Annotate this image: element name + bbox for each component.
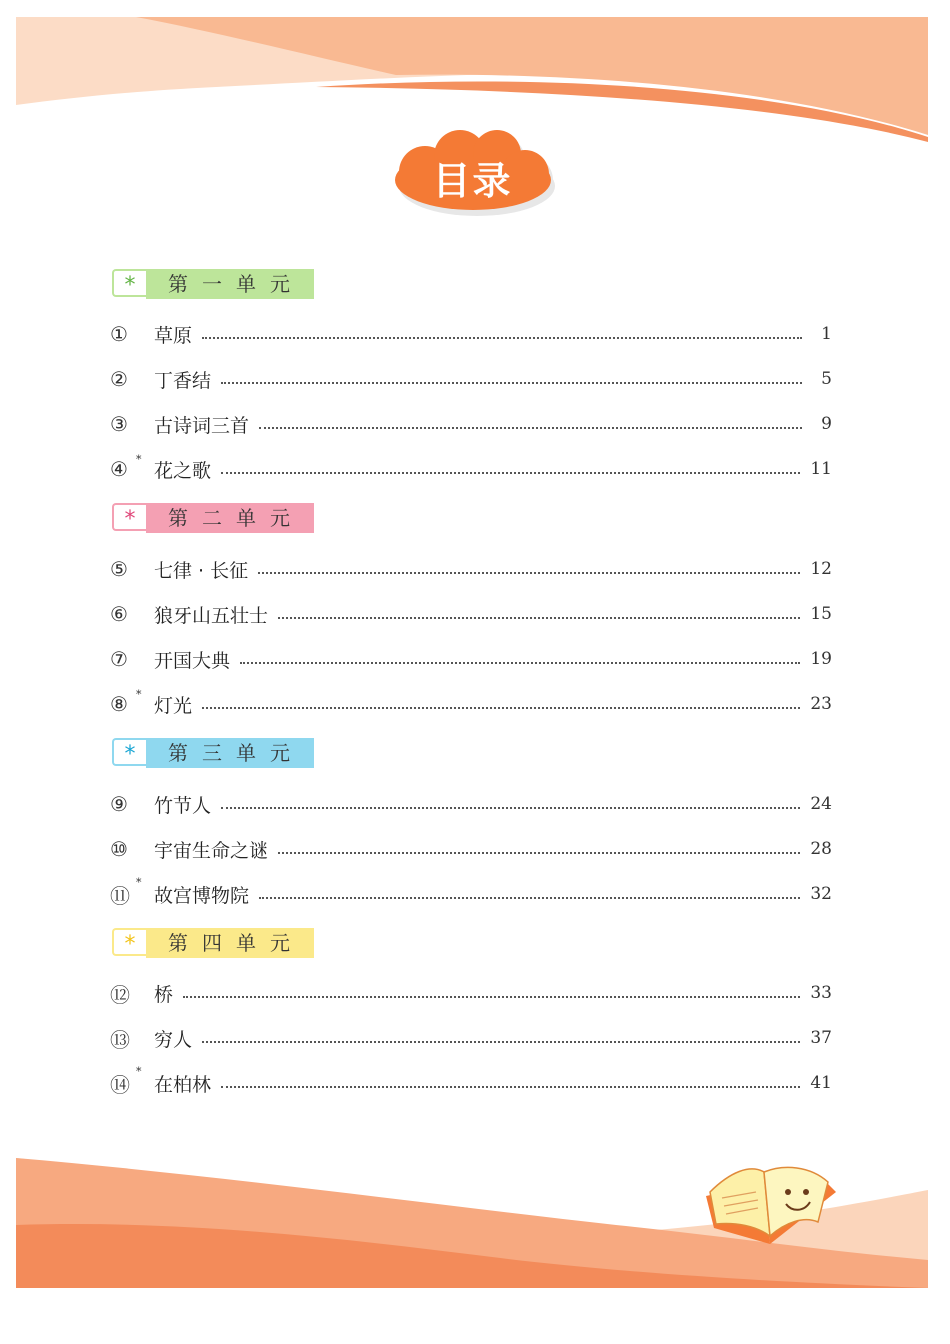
dot-leader (202, 707, 800, 709)
lesson-title: 桥 (154, 983, 174, 1006)
lesson-title: 竹节人 (154, 794, 212, 817)
lesson-number: ⑦ (110, 647, 128, 671)
lesson-number: ⑪ * (110, 875, 142, 908)
lesson-title: 开国大典 (154, 649, 231, 672)
lesson-number: ④ * (110, 453, 142, 481)
lesson-title: 七律 · 长征 (154, 559, 249, 582)
lesson-title: 古诗词三首 (154, 414, 250, 437)
page-number: 11 (810, 459, 832, 479)
lesson-number: ② (110, 367, 128, 391)
toc-row[interactable] (110, 978, 832, 1008)
lesson-title: 宇宙生命之谜 (154, 839, 269, 862)
lesson-number: ① (110, 322, 128, 346)
toc-row[interactable] (110, 834, 832, 864)
page-number: 41 (810, 1073, 832, 1093)
unit-title: 第一单元 (168, 272, 304, 296)
page-number: 15 (810, 604, 832, 624)
dot-leader (221, 472, 800, 474)
optional-mark: * (136, 1064, 142, 1078)
dot-leader (221, 807, 800, 809)
page-number: 28 (810, 839, 832, 859)
optional-mark: * (136, 453, 142, 466)
dot-leader (259, 897, 800, 899)
lesson-number: ③ (110, 412, 128, 436)
lesson-number: ⑥ (110, 602, 128, 626)
unit-title: 第二单元 (168, 506, 304, 530)
page-title: 目录 (432, 159, 513, 203)
dot-leader (221, 1086, 800, 1088)
toc-row[interactable] (110, 554, 832, 584)
page-number: 12 (810, 559, 832, 579)
dot-leader (259, 427, 802, 429)
unit-title: 第四单元 (168, 931, 304, 955)
toc-row[interactable] (110, 1064, 832, 1098)
lesson-number: ⑩ (110, 837, 128, 861)
dot-leader (183, 996, 800, 998)
toc-row[interactable] (110, 409, 832, 439)
unit-header-1 (112, 269, 314, 299)
dot-leader (202, 337, 802, 339)
page-number: 24 (810, 794, 832, 814)
dot-leader (240, 662, 800, 664)
lesson-title: 穷人 (154, 1028, 193, 1051)
page-number: 5 (821, 369, 832, 389)
unit-header-2 (112, 503, 314, 533)
dot-leader (278, 852, 800, 854)
page-number: 1 (821, 324, 832, 344)
toc-row[interactable] (110, 364, 832, 394)
asterisk-icon: * (112, 503, 146, 531)
page-number: 32 (810, 884, 832, 904)
open-book-icon (700, 1152, 842, 1252)
lesson-number: ⑫ (110, 982, 130, 1007)
page-number: 9 (821, 414, 832, 434)
toc-row[interactable] (110, 644, 832, 674)
asterisk-icon: * (112, 928, 146, 956)
page-number: 19 (810, 649, 832, 669)
unit-title: 第三单元 (168, 741, 304, 765)
page-number: 23 (810, 694, 832, 714)
optional-mark: * (136, 688, 142, 701)
lesson-number: ⑨ (110, 792, 128, 816)
lesson-title: 故宫博物院 (154, 884, 250, 907)
lesson-title: 丁香结 (154, 369, 212, 392)
asterisk-icon: * (112, 738, 146, 766)
dot-leader (221, 382, 802, 384)
toc-row[interactable] (110, 454, 832, 484)
page-number: 37 (810, 1028, 832, 1048)
lesson-title: 灯光 (154, 694, 193, 717)
toc-row[interactable] (110, 1023, 832, 1053)
toc-row[interactable] (110, 875, 832, 909)
lesson-title: 狼牙山五壮士 (154, 604, 269, 627)
lesson-title: 花之歌 (154, 459, 212, 482)
toc-row[interactable] (110, 689, 832, 719)
lesson-number: ⑬ (110, 1027, 130, 1052)
toc-row[interactable] (110, 789, 832, 819)
toc-row[interactable] (110, 599, 832, 629)
optional-mark: * (136, 875, 142, 889)
dot-leader (258, 572, 800, 574)
top-banner-decoration (16, 17, 928, 142)
unit-header-3 (112, 738, 314, 768)
dot-leader (202, 1041, 800, 1043)
unit-header-4 (112, 928, 314, 958)
lesson-title: 草原 (154, 324, 193, 347)
dot-leader (278, 617, 800, 619)
lesson-number: ⑧ * (110, 688, 142, 716)
page-number: 33 (810, 983, 832, 1003)
lesson-number: ⑭ * (110, 1064, 142, 1097)
lesson-title: 在柏林 (154, 1073, 212, 1096)
lesson-number: ⑤ (110, 557, 128, 581)
toc-row[interactable] (110, 319, 832, 349)
asterisk-icon: * (112, 269, 146, 297)
